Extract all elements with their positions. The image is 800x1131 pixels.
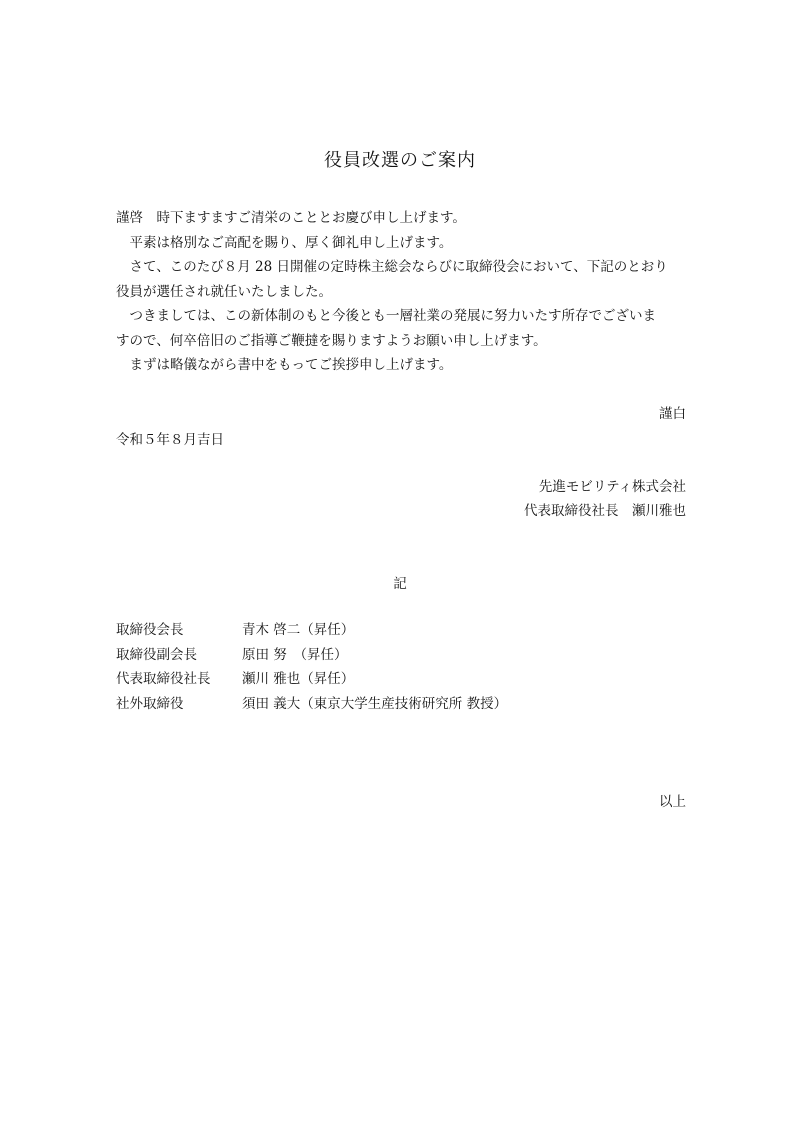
letter-body [116, 206, 688, 378]
body-paragraph: 謹啓 時下ますますご清栄のこととお慶び申し上げます。 [116, 210, 466, 226]
ending-phrase: 以上 [659, 794, 686, 810]
body-paragraph: さて、このたび８月 28 日開催の定時株主総会ならびに取締役会において、下記のとおり [116, 259, 668, 275]
officer-role: 取締役会長 [116, 622, 184, 638]
body-paragraph: 平素は格別なご高配を賜り、厚く御礼申し上げます。 [116, 234, 453, 251]
officer-row [116, 618, 507, 643]
letter-date: 令和５年８月吉日 [116, 432, 224, 448]
officer-row [116, 643, 507, 668]
ki-heading: 記 [393, 576, 407, 592]
officer-name: 須田 義大（東京大学生産技術研究所 教授） [242, 695, 508, 712]
closing-phrase: 謹白 [659, 406, 686, 422]
officer-row [116, 692, 507, 717]
body-paragraph: つきましては、この新体制のもと今後とも一層社業の発展に努力いたす所存でございま [116, 308, 656, 324]
officer-role: 取締役副会長 [116, 646, 197, 663]
officer-row [116, 667, 507, 692]
officer-name: 瀬川 雅也（昇任） [242, 671, 355, 687]
body-paragraph: 役員が選任され就任いたしました。 [116, 283, 332, 300]
officer-name: 青木 啓二（昇任） [242, 622, 355, 638]
company-name: 先進モビリティ株式会社 [538, 479, 686, 495]
body-paragraph: まずは略儀ながら書中をもってご挨拶申し上げます。 [116, 357, 453, 373]
officer-name: 原田 努 （昇任） [242, 646, 348, 663]
officer-role: 社外取締役 [116, 695, 184, 712]
officer-list [116, 618, 507, 716]
document-title: 役員改選のご案内 [324, 150, 476, 171]
officer-role: 代表取締役社長 [116, 671, 211, 687]
body-paragraph: すので、何卒倍旧のご指導ご鞭撻を賜りますようお願い申し上げます。 [116, 332, 547, 349]
representative-name: 代表取締役社長 瀬川雅也 [524, 503, 686, 519]
